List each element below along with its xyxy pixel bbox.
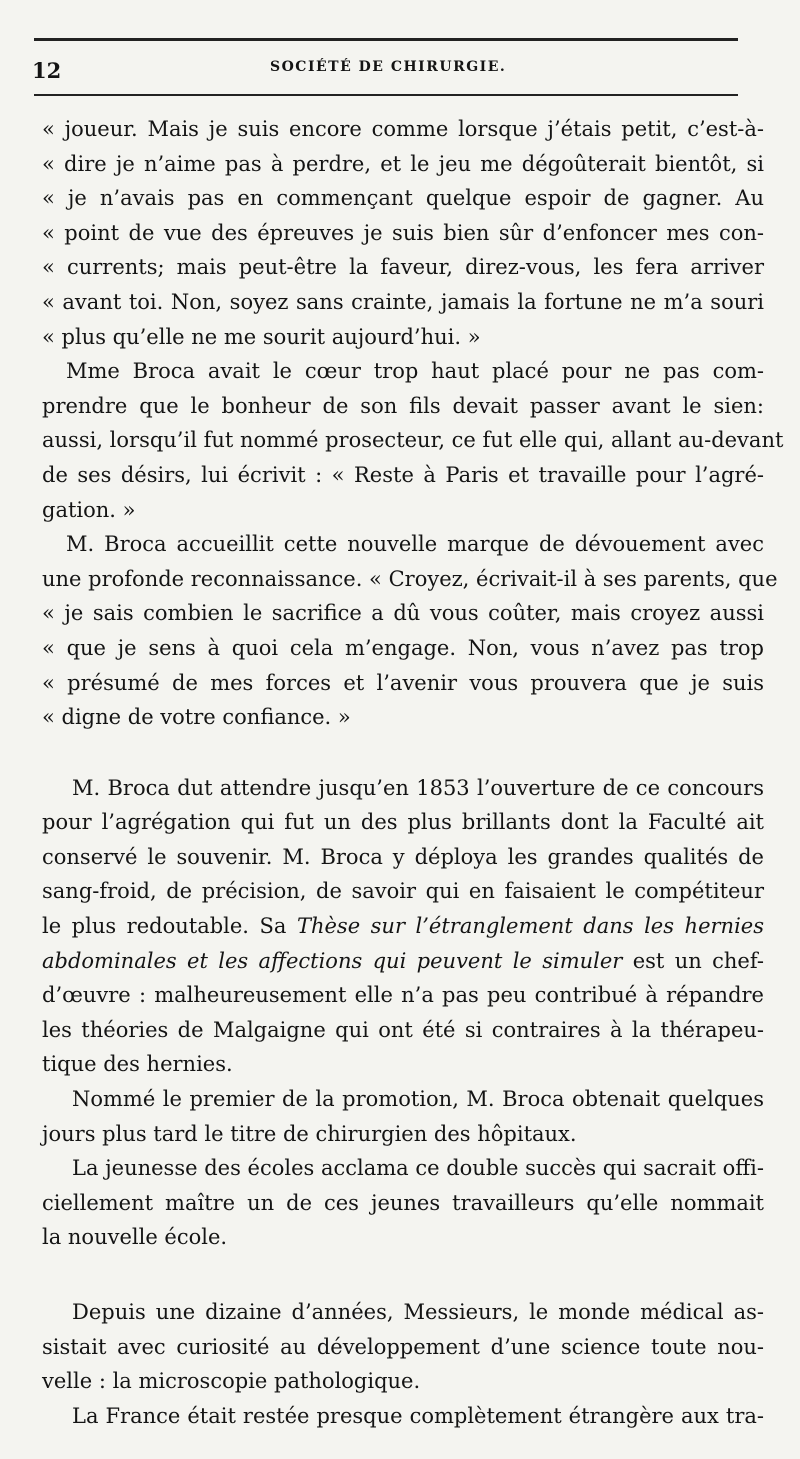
- text-line: « je n’avais pas en commençant quelque espoir de gagner. Au: [42, 186, 764, 211]
- text-line: Mme Broca avait le cœur trop haut placé pour ne pas com-: [66, 359, 764, 384]
- text-line: d’œuvre : malheureusement elle n’a pas peu contribué à répandre: [42, 983, 764, 1008]
- text-line: M. Broca dut attendre jusqu’en 1853 l’ouverture de ce concours: [72, 775, 764, 800]
- text-line: sang-froid, de précision, de savoir qui en faisaient le compétiteur: [42, 879, 764, 904]
- text-line: « plus qu’elle ne me sourit aujourd’hui. »: [42, 324, 481, 349]
- page-number: 12: [32, 58, 62, 83]
- text-line: La jeunesse des écoles acclama ce double succès qui sacrait offi-: [72, 1156, 764, 1181]
- text-fragment: le plus redoutable. Sa: [42, 914, 297, 939]
- text-line: pour l’agrégation qui fut un des plus brillants dont la Faculté ait: [42, 810, 764, 835]
- paragraph-nomme: [42, 1082, 764, 1151]
- text-line: « joueur. Mais je suis encore comme lorsque j’étais petit, c’est-à-: [42, 117, 764, 141]
- text-line: « que je sens à quoi cela m’engage. Non, vous n’avez pas trop: [42, 635, 764, 660]
- text-line: « dire je n’aime pas à perdre, et le jeu me dégoûterait bientôt, si: [42, 151, 764, 176]
- text-line: sistait avec curiosité au développement d’une science toute nou-: [42, 1334, 764, 1359]
- paragraph-mme-broca: [42, 354, 784, 527]
- text-line: prendre que le bonheur de son fils devait passer avant le sien:: [42, 393, 764, 418]
- text-line: [42, 944, 764, 979]
- section-gap: [42, 735, 764, 771]
- section-gap: [42, 1255, 764, 1295]
- header-rule-top: [34, 38, 738, 41]
- text-line: conservé le souvenir. M. Broca y déploya les grandes qualités de: [42, 844, 764, 869]
- header-rule-bottom: [34, 94, 738, 96]
- paragraph-jeunesse: [42, 1151, 764, 1255]
- text-line: M. Broca accueillit cette nouvelle marque de dévouement avec: [66, 532, 764, 557]
- paragraph-agregation-1853: [42, 771, 764, 1082]
- body-text: [42, 112, 784, 1433]
- text-line: « digne de votre confiance. »: [42, 705, 351, 730]
- text-line: La France était restée presque complètement étrangère aux tra-: [72, 1403, 764, 1428]
- text-line: [42, 909, 764, 944]
- text-line: aussi, lorsqu’il fut nommé prosecteur, ce fut elle qui, allant au-devant: [42, 428, 784, 453]
- text-line: une profonde reconnaissance. « Croyez, écrivait-il à ses parents, que: [42, 566, 778, 591]
- text-line: de ses désirs, lui écrivit : « Reste à Paris et travaille pour l’agré-: [42, 462, 764, 487]
- paragraph-depuis: [42, 1295, 764, 1399]
- text-line: Nommé le premier de la promotion, M. Broca obtenait quelques: [72, 1087, 764, 1112]
- running-title: SOCIÉTÉ DE CHIRURGIE.: [270, 59, 507, 75]
- paragraph-quote-joueur: [42, 112, 764, 354]
- text-line: tique des hernies.: [42, 1052, 233, 1077]
- text-line: velle : la microscopie pathologique.: [42, 1369, 421, 1394]
- text-line: « présumé de mes forces et l’avenir vous prouvera que je suis: [42, 670, 764, 695]
- paragraph-accueillit: [42, 527, 778, 735]
- thesis-title-italic: abdominales et les affections qui peuvent le simuler: [42, 948, 623, 973]
- text-line: la nouvelle école.: [42, 1225, 228, 1250]
- text-line: « point de vue des épreuves je suis bien sûr d’enfoncer mes con-: [42, 220, 764, 245]
- text-fragment: est un chef-: [622, 948, 764, 973]
- text-line: gation. »: [42, 497, 136, 522]
- text-line: Depuis une dizaine d’années, Messieurs, le monde médical as-: [72, 1300, 764, 1324]
- thesis-title-italic: Thèse sur l’étranglement dans les hernies: [296, 914, 764, 939]
- paragraph-france: [42, 1399, 764, 1434]
- text-line: « currents; mais peut-être la faveur, direz-vous, les fera arriver: [42, 255, 764, 280]
- text-line: « je sais combien le sacrifice a dû vous coûter, mais croyez aussi: [42, 601, 764, 626]
- text-line: jours plus tard le titre de chirurgien des hôpitaux.: [42, 1121, 577, 1146]
- text-line: les théories de Malgaigne qui ont été si contraires à la thérapeu-: [42, 1017, 764, 1042]
- text-line: ciellement maître un de ces jeunes travailleurs qu’elle nommait: [42, 1190, 764, 1215]
- text-line: « avant toi. Non, soyez sans crainte, jamais la fortune ne m’a souri: [42, 289, 764, 314]
